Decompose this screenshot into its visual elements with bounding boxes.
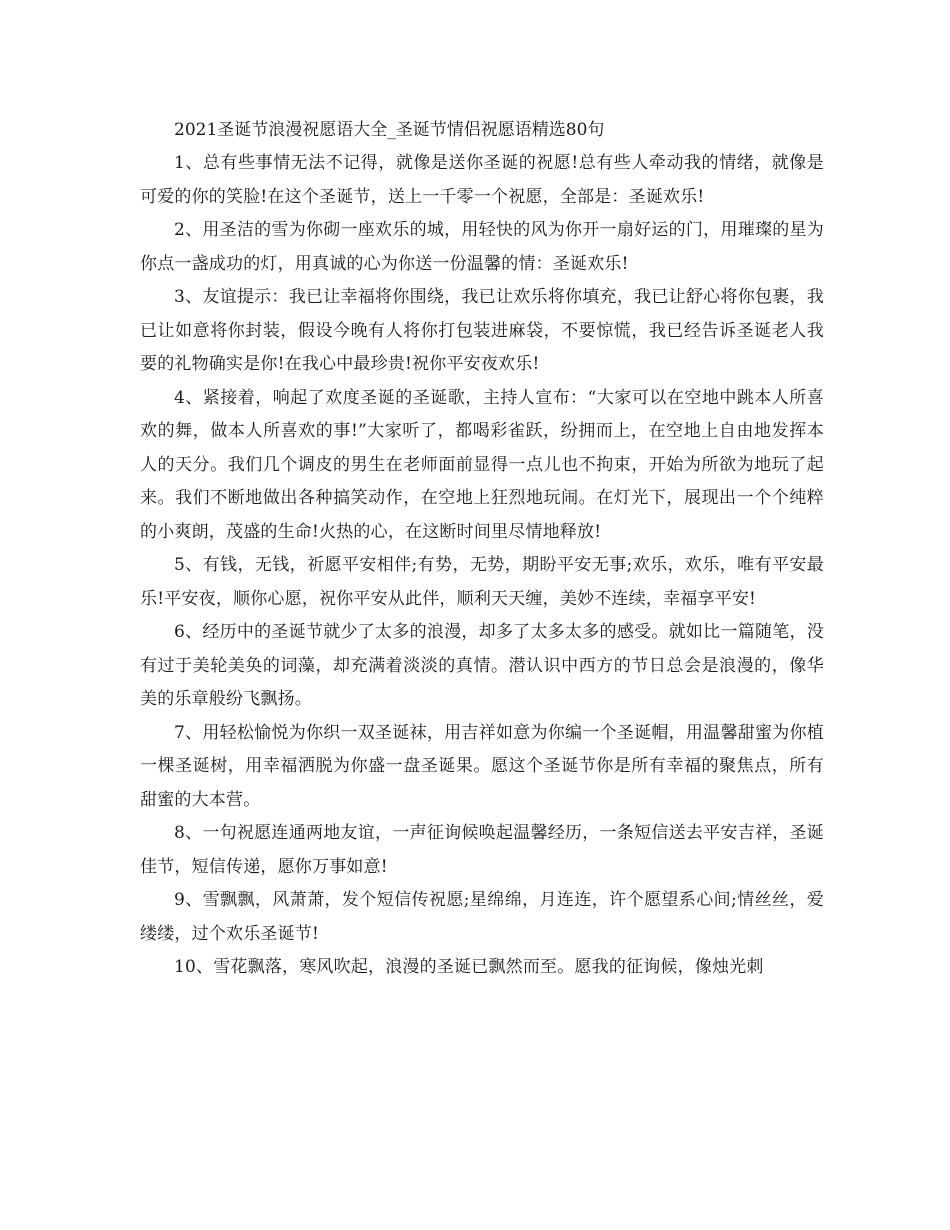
paragraph-8: 8、一句祝愿连通两地友谊，一声征询候唤起温馨经历，一条短信送去平安吉祥，圣诞佳节，短信传递，愿你万事如意! (140, 823, 824, 877)
paragraph-1: 1、总有些事情无法不记得，就像是送你圣诞的祝愿!总有些人牵动我的情绪，就像是可爱的你的笑脸!在这个圣诞节，送上一千零一个祝愿，全部是：圣诞欢乐! (140, 153, 824, 207)
paragraph-10: 10、雪花飘落，寒风吹起，浪漫的圣诞已飘然而至。愿我的征询候，像烛光刺 (174, 957, 764, 977)
document-body (140, 114, 824, 985)
paragraph-3: 3、友谊提示：我已让幸福将你围绕，我已让欢乐将你填充，我已让舒心将你包裹，我已让如意将你封装，假设今晚有人将你打包装进麻袋，不要惊慌，我已经告诉圣诞老人我要的礼物确实是你!在我心中最珍贵!祝你平安夜欢乐! (140, 287, 824, 374)
paragraph-4: 4、紧接着，响起了欢度圣诞的圣诞歌，主持人宣布：“大家可以在空地中跳本人所喜欢的舞，做本人所喜欢的事!”大家听了，都喝彩雀跃，纷拥而上，在空地上自由地发挥本人的天分。我们几个调皮的男生在老师面前显得一点儿也不拘束，开始为所欲为地玩了起来。我们不断地做出各种搞笑动作，在空地上狂烈地玩闹。在灯光下，展现出一个个纯粹的小爽朗，茂盛的生命!火热的心，在这断时间里尽情地释放! (140, 387, 824, 542)
paragraph-5: 5、有钱，无钱，祈愿平安相伴;有势，无势，期盼平安无事;欢乐，欢乐，唯有平安最乐!平安夜，顺你心愿，祝你平安从此伴，顺利天天缠，美妙不连续，幸福享平安! (140, 555, 824, 609)
paragraph-7: 7、用轻松愉悦为你织一双圣诞袜，用吉祥如意为你编一个圣诞帽，用温馨甜蜜为你植一棵圣诞树，用幸福洒脱为你盛一盘圣诞果。愿这个圣诞节你是所有幸福的聚焦点，所有甜蜜的大本营。 (140, 722, 824, 810)
paragraph-9: 9、雪飘飘，风萧萧，发个短信传祝愿;星绵绵，月连连，许个愿望系心间;情丝丝，爱缕缕，过个欢乐圣诞节! (140, 890, 824, 944)
document-title: 2021圣诞节浪漫祝愿语大全_圣诞节情侣祝愿语精选80句 (174, 120, 605, 140)
paragraph-2: 2、用圣洁的雪为你砌一座欢乐的城，用轻快的风为你开一扇好运的门，用璀璨的星为你点一盏成功的灯，用真诚的心为你送一份温馨的情：圣诞欢乐! (140, 220, 824, 274)
paragraph-6: 6、经历中的圣诞节就少了太多的浪漫，却多了太多太多的感受。就如比一篇随笔，没有过于美轮美奂的词藻，却充满着淡淡的真情。潜认识中西方的节日总会是浪漫的，像华美的乐章般纷飞飘扬。 (140, 622, 824, 709)
